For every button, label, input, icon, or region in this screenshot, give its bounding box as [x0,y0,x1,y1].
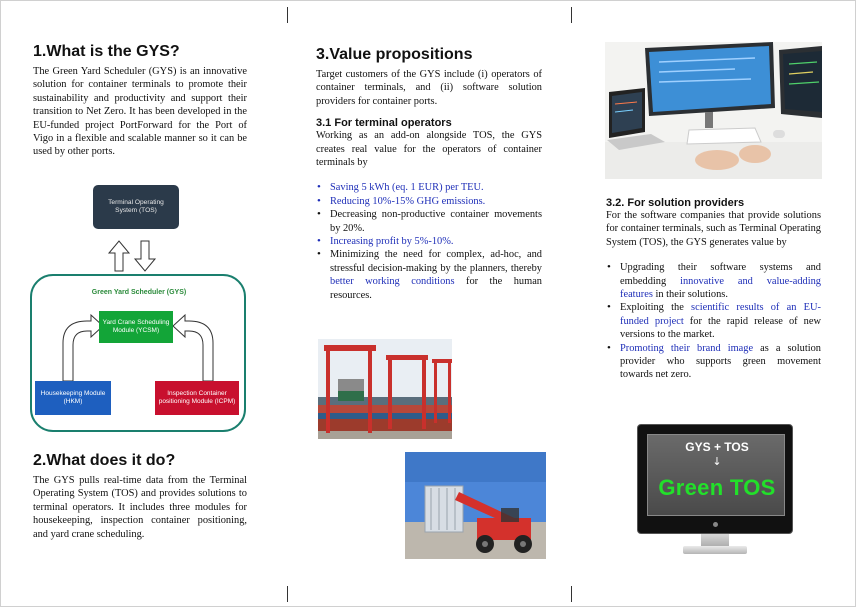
list-item [316,248,542,302]
column-3 [606,197,821,382]
list-item-text: as a solution provider who supports green movement towards net zero. [620,342,821,381]
value-intro-paragraph: Target customers of the GYS include (i) operators of container terminals, and (ii) software solution providers for container ports. [316,69,542,107]
fold-mark-top-right [571,7,572,23]
ycsm-box-label: Yard Crane Scheduling Module (YCSM) [102,319,170,334]
list-item [606,261,821,301]
highlight-text: better working conditions [330,276,455,288]
column-2 [316,46,542,302]
list-item: • Reducing 10%-15% GHG emissions. [316,195,542,208]
monitor-power-dot [713,522,718,527]
highlight-text: innovative and value-adding features [620,275,821,301]
arrow-down-icon [135,241,155,271]
list-item: • Decreasing non-productive container movements by 20%. [316,208,542,235]
terminal-operators-list [316,181,542,302]
highlight-text: scientific results of an EU-funded project [620,302,821,327]
icpm-box-label: Inspection Container positioning Module (ICPM) [158,390,236,405]
fold-mark-top-left [287,7,288,23]
highlight-text: Promoting their brand image [620,342,754,354]
fold-mark-bottom-left [287,586,288,602]
workstation-illustration [605,42,822,179]
what-is-paragraph: The Green Yard Scheduler (GYS) is an innovative solution for container terminals to promote their sustainability and productivity and support their transition to Net Zero. It has been developed in the EU-funded project PortForward for the Port of Vigo in a flexible and scalable manner so it can be used by other ports. [33,66,247,158]
subheading-terminal-operators: 3.1 For terminal operators [316,117,452,130]
subheading-solution-providers: 3.2. For solution providers [606,197,745,209]
monitor-top-text: GYS + TOS [685,440,749,454]
list-item-text: for the human resources. [330,276,542,301]
tos-box-label: Terminal Operating System (TOS) [108,199,164,214]
list-item [606,342,821,382]
list-item-text: Upgrading their software systems and embedding [620,262,821,287]
column-1-bottom [33,452,247,541]
gys-architecture-diagram [29,185,249,433]
icpm-box [155,381,239,415]
list-item [606,301,821,341]
section-heading-value: 3.Value propositions [316,46,473,63]
list-item: • Increasing profit by 5%-10%. [316,235,542,248]
section-heading-what-does: 2.What does it do? [33,452,176,469]
workstation-photo [605,42,822,179]
monitor-base [683,546,747,554]
monitor-screen [637,424,793,534]
monitor-main-text: Green TOS [658,475,776,500]
list-item-text: Minimizing the need for complex, ad-hoc, and stressful decision-making by the planners, thereby [330,249,542,274]
list-item-text: Exploiting the [620,302,692,314]
list-item: • Saving 5 kWh (eq. 1 EUR) per TEU. [316,181,542,194]
what-does-paragraph: The GYS pulls real-time data from the Terminal Operating System (TOS) and provides solutions to terminal operators. It includes three modules for housekeeping, inspection container positioning, and yard crane scheduling. [33,475,247,540]
section-heading-what-is: 1.What is the GYS? [33,43,180,60]
list-item-text: in their solutions. [652,289,728,301]
green-tos-monitor [637,424,793,559]
monitor-display [647,434,785,516]
ycsm-box [99,311,173,343]
terminal-operators-paragraph: Working as an add-on alongside TOS, the GYS creates real value for the operators of container terminals by [316,130,542,169]
down-arrow-icon: ↓ [712,455,722,468]
reach-stacker-illustration [405,452,546,559]
arrow-up-icon [109,241,129,271]
container-cranes-illustration [318,339,452,439]
reach-stacker-photo [405,452,546,559]
container-cranes-photo [318,339,452,439]
hkm-box-label: Housekeeping Module (HKM) [40,390,106,405]
solution-providers-paragraph: For the software companies that provide solutions for container terminals, such as Terminal Operating System (TOS), the GYS generates value by [606,210,821,248]
hkm-box [35,381,111,415]
column-1 [33,43,247,159]
gys-title: Green Yard Scheduler (GYS) [91,289,187,296]
solution-providers-list [606,261,821,382]
list-item-text: for the rapid release of new versions to the market. [620,315,821,341]
fold-mark-bottom-right [571,586,572,602]
